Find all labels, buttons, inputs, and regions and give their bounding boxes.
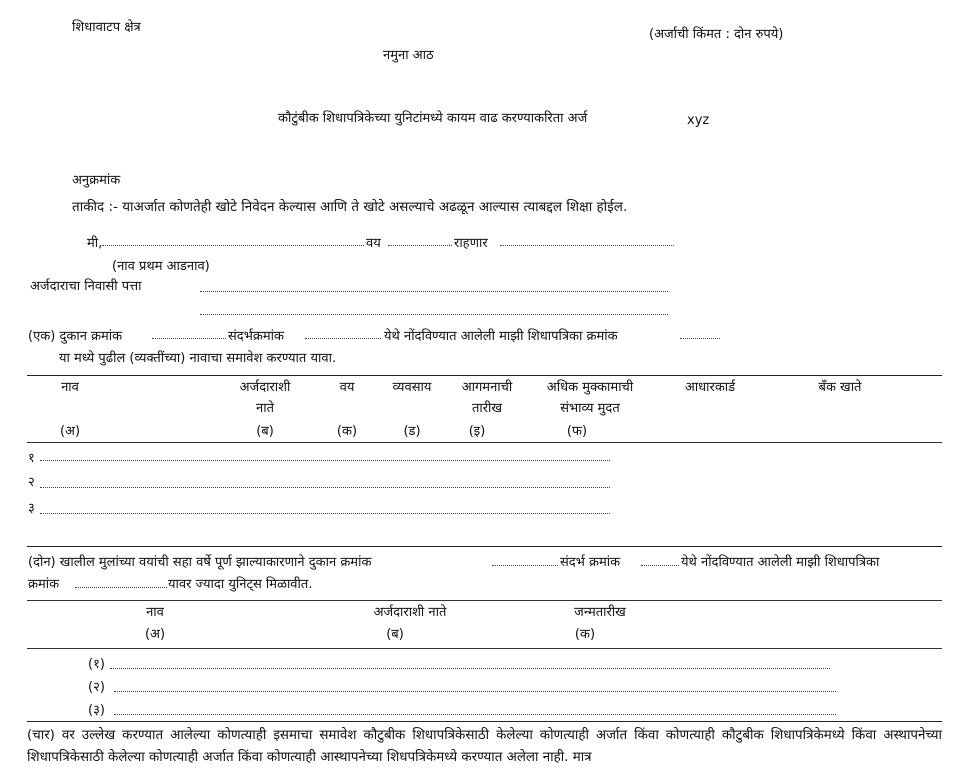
t2-col-name: नाव [146,605,164,620]
address-field-line-1[interactable] [200,291,668,292]
t2-code-c: (क) [574,627,596,642]
me-label: मी, [87,236,103,251]
form-number: नमुना आठ [383,48,434,63]
row-number: ३ [28,501,35,516]
section2-top-rule [27,546,942,547]
address-field-line-2[interactable] [200,314,668,315]
col-bank: बँक खाते [818,380,862,395]
section2-number-label: क्रमांक [28,577,60,592]
section2-shop-field[interactable] [492,565,558,566]
col-relation-2: नाते [256,401,274,416]
section2-ref-field[interactable] [641,565,679,566]
table2-header-rule [27,648,942,649]
col-name: नाव [61,380,79,395]
application-price: (अर्जाची किंमत : दोन रुपये) [649,27,784,42]
name-field[interactable] [102,245,364,246]
t2-row-number: (२) [88,680,105,695]
extra-units-text: यावर ज्यादा युनिट्स मिळावीत. [168,577,313,592]
shop-number-field[interactable] [152,338,226,339]
t2-col-dob: जन्मतारीख [574,605,626,620]
address-label: अर्जदाराचा निवासी पत्ता [30,279,142,294]
col-relation: अर्जदाराशी [239,380,291,395]
col-stay-2: संभाव्य मुदत [560,401,620,416]
col-age: वय [339,380,355,395]
include-names-text: या मध्ये पुढील (व्यक्तींच्या) नावाचा समावेश करण्यात यावा. [59,351,337,366]
code-a: (अ) [59,424,81,439]
code-f: (फ) [566,424,588,439]
table2-row-2[interactable] [114,691,836,692]
residence-field[interactable] [500,245,674,246]
table1-row-2[interactable] [40,487,610,488]
section4-top-rule [27,721,942,722]
section4-text: (चार) वर उल्लेख करण्यात आलेल्या कोणत्याही इसमाचा समावेश कौटुबीक शिधापत्रिकेसाठी केलेल्या कोणत्याही अर्जात किंवा कोणत्याही कौटुबीक शिधापत्रिकेमध्ये किंवा अस्थापनेच्या शिधापत्रिकेसाठी केलेल्या कोणत्याही अर्जात किंवा कोणत्याही आस्थापनेच्या शिधपत्रिकेमध्ये करण्यात अलेला नाही. मात्र [27,728,942,765]
section2-card-label: येथे नोंदविण्यात आलेली माझी शिधापत्रिका [681,555,880,570]
row-number: १ [28,451,35,466]
form-title: कौटुंबीक शिधापत्रिकेच्या युनिटांमध्ये कायम वाढ करण्याकरिता अर्ज [278,111,588,126]
t2-code-b: (ब) [386,627,404,642]
ration-area-label: शिधावाटप क्षेत्र [72,20,141,35]
row-number: २ [28,475,35,490]
t2-row-number: (३) [88,703,105,718]
table2-row-1[interactable] [110,668,830,669]
section2-line1: (दोन) खालील मुलांच्या वयांची सहा वर्षे पूर्ण झाल्याकारणाने दुकान क्रमांक [28,555,372,570]
residing-label: राहणार [454,236,488,251]
code-e: (इ) [468,424,486,439]
col-aadhaar: आधारकार्ड [684,380,736,395]
col-occupation: व्यवसाय [392,380,432,395]
code-d: (ड) [403,424,421,439]
code-c: (क) [336,424,358,439]
warning-text: ताकीद :- याअर्जात कोणतेही खोटे निवेदन केल्यास आणि ते खोटे असल्याचे अढळून आल्यास त्याबद्दल शिक्षा होईल. [72,199,628,215]
age-label: वय [366,236,381,251]
section2-card-field[interactable] [75,587,167,588]
table1-top-rule [27,375,942,376]
t2-code-a: (अ) [144,627,166,642]
table2-row-3[interactable] [114,714,836,715]
serial-number-label: अनुक्रमांक [72,173,121,188]
t2-col-relation: अर्जदाराशी नाते [373,605,447,620]
col-arrival: आगमनाची [461,380,513,395]
ration-card-number-field[interactable] [680,338,720,339]
ration-card-number-label: येथे नोंदविण्यात आलेली माझी शिधापत्रिका क्रमांक [384,329,618,344]
col-arrival-2: तारीख [471,401,503,416]
reference-number-field[interactable] [305,338,381,339]
age-field[interactable] [388,245,452,246]
table1-row-3[interactable] [40,513,610,514]
table1-header-rule [27,442,942,443]
name-hint: (नाव प्रथम आडनाव) [112,259,210,274]
code-b: (ब) [256,424,274,439]
section2-ref-label: संदर्भ क्रमांक [560,555,621,570]
t2-row-number: (१) [88,657,105,672]
form-mark: xyz [687,113,710,128]
table1-row-1[interactable] [40,460,610,461]
shop-number-label: (एक) दुकान क्रमांक [28,329,123,344]
table2-top-rule [27,600,942,601]
reference-number-label: संदर्भक्रमांक [228,329,284,344]
col-stay: अधिक मुक्कामाची [546,380,634,395]
